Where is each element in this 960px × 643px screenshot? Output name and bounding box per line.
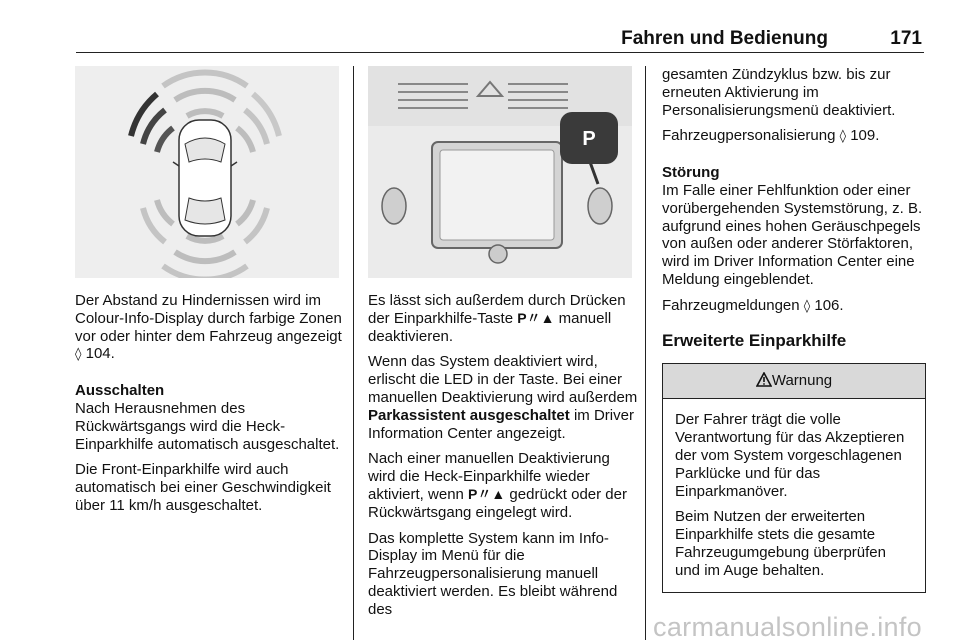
header-title: Fahren und Bedienung — [621, 28, 828, 49]
svg-text:P: P — [582, 128, 596, 150]
dashboard-figure — [368, 66, 632, 278]
paragraph: Nach Herausnehmen des Rückwärtsgangs wird die Heck-Einparkhilfe automatisch ausgeschaltet. — [75, 399, 340, 453]
page-number: 171 — [890, 28, 922, 49]
parking-button-icon: P〃▲ — [517, 309, 555, 326]
paragraph: Die Front-Einparkhilfe wird auch automatisch bei einer Geschwindigkeit über 11 km/h ausgeschaltet. — [75, 461, 331, 514]
page-header — [0, 0, 960, 56]
warning-paragraph: Der Fahrer trägt die volle Verantwortung für das Akzeptieren der vom System vorgeschlagenen Parklücke und für das Einparkmanöver. — [675, 411, 905, 500]
paragraph — [75, 292, 343, 364]
warning-header — [663, 364, 925, 399]
paragraph: Im Falle einer Fehlfunktion oder einer vorübergehenden Systemstörung, z. B. aufgrund eines hohen Geräuschpegels von außen oder anderer Störfaktoren, wird im Driver Information Center eine Meldung eingeblendet. — [662, 181, 923, 288]
paragraph: Das komplette System kann im Info-Display im Menü für die Fahrzeugpersonalisierung manuell deaktiviert werden. Es bleibt während des — [368, 529, 618, 618]
paragraph: Es lässt sich außerdem durch Drücken der Einparkhilfe-Taste P〃▲ manuell deaktivieren. — [368, 292, 626, 345]
paragraph-text: Der Abstand zu Hindernissen wird im Colour-Info-Display durch farbige Zonen vor oder hinter dem Fahrzeug angezeigt — [75, 292, 342, 345]
cross-reference-icon: ◊ — [803, 298, 811, 314]
page-reference[interactable]: 109. — [850, 127, 880, 145]
section-heading: Störung — [662, 164, 720, 182]
paragraph: Fahrzeugpersonalisierung ◊ 109. — [662, 127, 880, 145]
cross-reference-icon: ◊ — [839, 129, 847, 145]
page-reference[interactable]: 106. — [814, 296, 844, 314]
warning-body — [663, 399, 925, 591]
paragraph: Wenn das System deaktiviert wird, erlischt die LED in der Taste. Bei einer manuellen Deaktivierung wird außerdem Parkassistent ausgeschaltet im Driver Information Center angezeigt. — [368, 353, 638, 442]
warning-box — [662, 363, 926, 592]
section-heading: Ausschalten — [75, 382, 165, 400]
paragraph: Fahrzeugmeldungen ◊ 106. — [662, 296, 844, 314]
parking-button-icon: P〃▲ — [468, 485, 506, 502]
text-column-1 — [75, 292, 343, 523]
watermark: carmanualsonline.info — [653, 612, 922, 642]
text-column-2 — [368, 292, 638, 627]
parking-sensor-figure — [75, 66, 339, 278]
dashboard-illustration — [368, 66, 632, 278]
cross-reference-icon: ◊ — [75, 347, 82, 363]
page-reference[interactable]: 104. — [85, 345, 115, 363]
paragraph: Nach einer manuellen Deaktivierung wird die Heck-Einparkhilfe wieder aktiviert, wenn P〃▲ gedrückt oder der Rückwärtsgang eingelegt wird. — [368, 450, 627, 521]
header-rule — [76, 52, 924, 53]
warning-triangle-icon — [756, 372, 772, 387]
section-heading-large: Erweiterte Einparkhilfe — [662, 330, 847, 350]
paragraph: gesamten Zündzyklus bzw. bis zur erneuten Aktivierung im Personalisierungsmenü deaktiviert. — [662, 66, 896, 119]
text-column-3 — [662, 66, 926, 593]
warning-title: Warnung — [771, 372, 833, 390]
column-divider — [353, 66, 354, 640]
column-divider — [645, 66, 646, 640]
warning-paragraph: Beim Nutzen der erweiterten Einparkhilfe stets die gesamte Fahrzeugumgebung überprüfen und im Auge behalten. — [675, 508, 886, 579]
display-message: Parkassistent ausgeschaltet — [368, 406, 570, 424]
car-sensor-illustration — [75, 66, 339, 278]
